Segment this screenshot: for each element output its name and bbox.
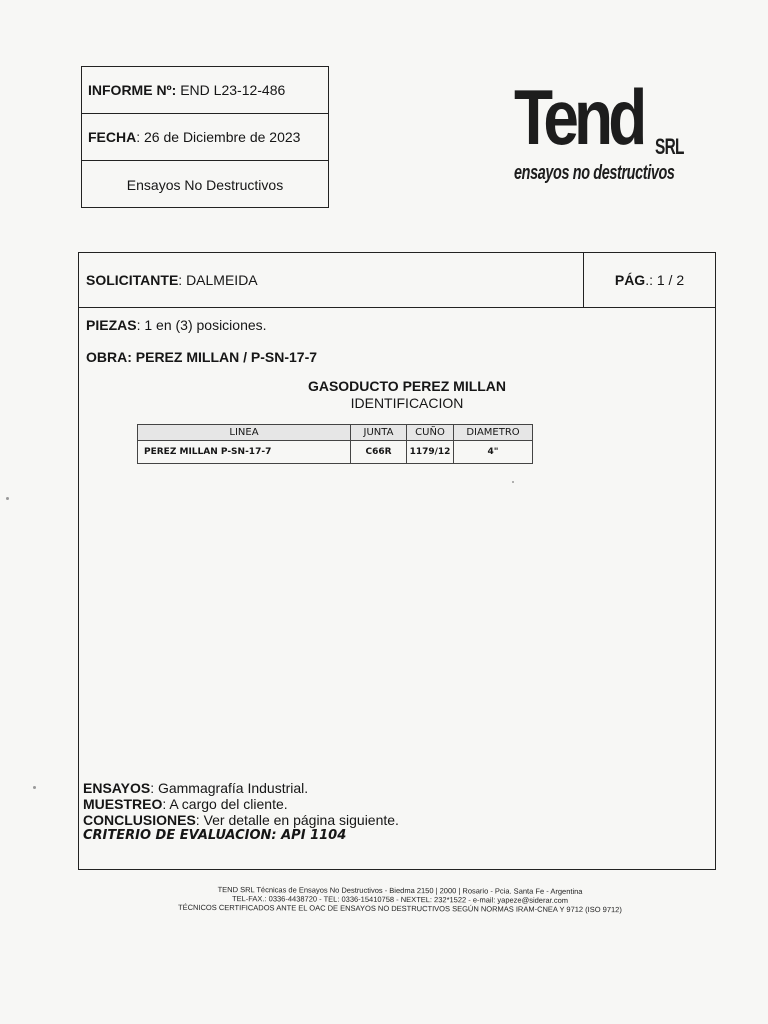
scan-speck [33,786,36,789]
solicitante-label: SOLICITANTE [86,272,179,288]
cell-cuno: 1179/12 [407,441,454,464]
results-block [83,780,399,844]
page-footer [100,884,700,914]
cell-linea: PEREZ MILLAN P-SN-17-7 [138,441,351,464]
section-title: GASODUCTO PEREZ MILLAN [307,378,507,394]
table-row [138,441,533,464]
fecha-value: : 26 de Diciembre de 2023 [136,129,301,145]
ensayos-label: ENSAYOS [83,780,151,796]
solicitante-cell [79,253,584,308]
header-diametro: DIAMETRO [454,425,533,441]
category-label: Ensayos No Destructivos [126,176,284,193]
conclusiones-label: CONCLUSIONES [83,812,196,828]
company-logo [514,73,684,188]
scan-speck [6,497,9,500]
piezas-line [86,317,267,333]
solicitante-value: : DALMEIDA [178,272,258,288]
category-row [82,161,328,208]
section-subtitle: IDENTIFICACION [350,395,464,411]
footer-line-3: TÉCNICOS CERTIFICADOS ANTE EL OAC DE ENSAYOS NO DESTRUCTIVOS SEGÚN NORMAS IRAM-CNEA Y 9712 (ISO 9712) [177,902,622,915]
pag-value: .: 1 / 2 [645,272,685,288]
footer-line-1: TEND SRL Técnicas de Ensayos No Destructivos - Biedma 2150 | 2000 | Rosario - Pcia. Santa Fe - Argentina [217,885,583,896]
informe-value: END L23-12-486 [180,82,286,98]
footer-line-2: TEL-FAX.: 0336-4438720 - TEL: 0336-15410758 - NEXTEL: 232*1522 - e-mail: yapeze@siderar.com [231,894,569,905]
obra-line: OBRA: PEREZ MILLAN / P-SN-17-7 [86,349,318,365]
muestreo-label: MUESTREO [83,796,163,812]
logo-name: Tend [514,73,643,161]
pag-label: PÁG [614,272,646,288]
ensayos-value: : Gammagrafía Industrial. [150,780,309,796]
cell-diametro: 4" [454,441,533,464]
fecha-label: FECHA [88,129,137,145]
header-linea: LINEA [138,425,351,441]
informe-label: INFORME Nº: [88,82,177,98]
header-junta: JUNTA [351,425,407,441]
muestreo-line [83,796,399,812]
cell-junta: C66R [351,441,407,464]
logo-suffix: SRL [655,134,684,159]
report-body-box [78,252,716,870]
logo-tagline: ensayos no destructivos [514,162,675,184]
page-number-cell [584,253,715,308]
fecha-row [82,114,328,161]
scan-speck [512,481,514,483]
piezas-label: PIEZAS [86,317,137,333]
piezas-value: : 1 en (3) posiciones. [136,317,267,333]
ensayos-line [83,780,399,796]
conclusiones-line [83,812,399,828]
informe-row [82,67,328,114]
conclusiones-value: : Ver detalle en página siguiente. [195,812,399,828]
report-header-box [81,66,329,208]
criterio-line: CRITERIO DE EVALUACION: API 1104 [83,828,347,843]
identification-table [137,424,533,464]
muestreo-value: : A cargo del cliente. [162,796,288,812]
header-cuno: CUÑO [407,425,454,441]
table-header-row [138,425,533,441]
